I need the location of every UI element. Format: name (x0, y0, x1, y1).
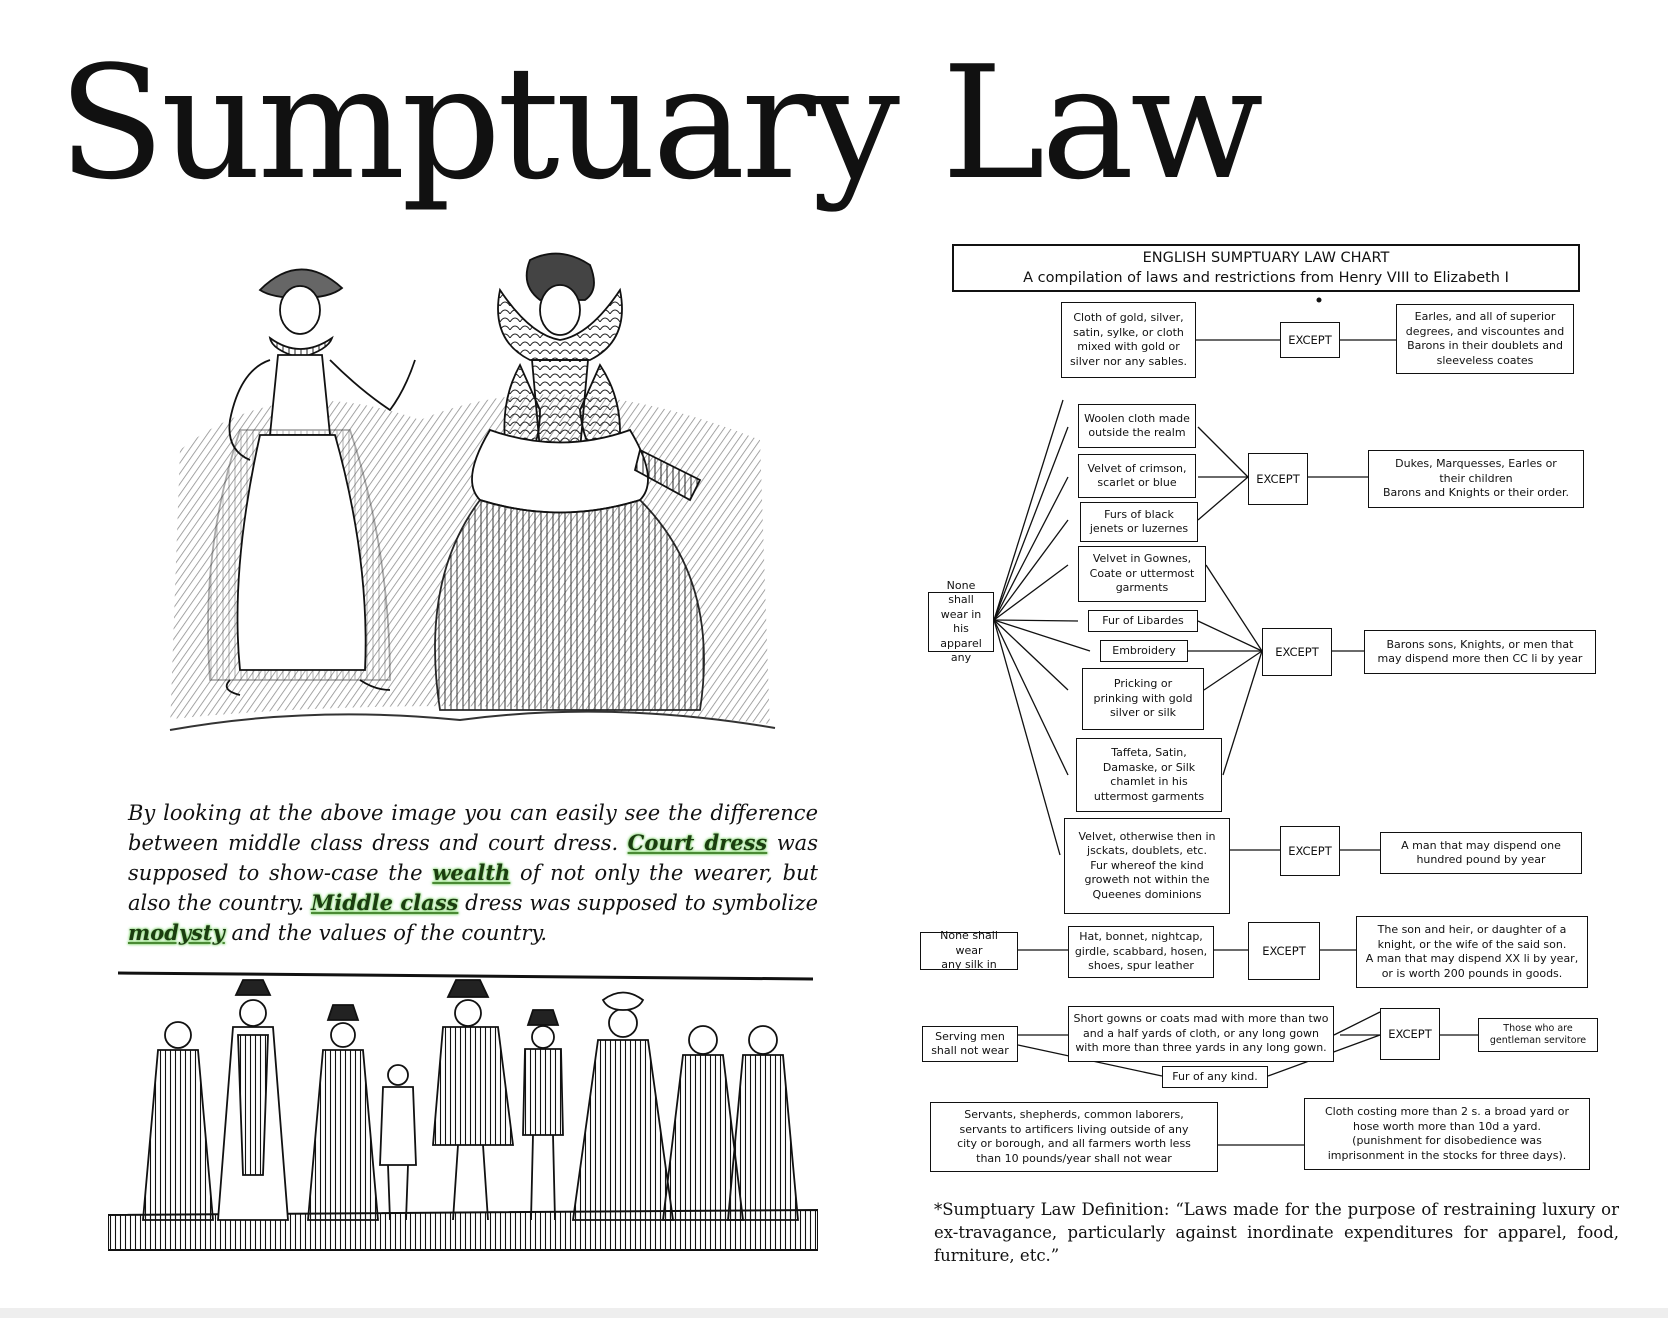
chart-header-subtitle: A compilation of laws and restrictions from Henry VIII to Elizabeth I (1023, 270, 1509, 286)
highlight-modesty: modysty (128, 920, 225, 945)
page-title: Sumptuary Law (58, 32, 1260, 214)
page-bottom-edge (0, 1308, 1668, 1318)
highlight-court-dress: Court dress (627, 830, 768, 855)
chart-box-g3-except: EXCEPT (1262, 628, 1332, 676)
chart-box-g3-item-2: Fur of Libardes (1088, 610, 1198, 632)
highlight-wealth: wealth (432, 860, 511, 885)
chart-box-g2-item-2: Velvet of crimson, scarlet or blue (1078, 454, 1196, 498)
chart-box-g5-item: Hat, bonnet, nightcap, girdle, scabbard, hosen, shoes, spur leather (1068, 926, 1214, 978)
chart-box-g6-item: Short gowns or coats mad with more than two and a half yards of cloth, or any long gown with more than three yards in any long gown. (1068, 1006, 1334, 1062)
chart-box-g3-item-4: Pricking or prinking with gold silver or silk (1082, 668, 1204, 730)
highlight-middle-class: Middle class (311, 890, 459, 915)
sumptuary-law-chart (918, 240, 1608, 1180)
caption-text-3: of not only the wearer, but also the country. (128, 861, 818, 915)
caption-text-4: dress was supposed to symbolize (465, 891, 818, 915)
chart-box-g5-except: EXCEPT (1248, 922, 1320, 980)
chart-box-g2-item-3: Furs of black jenets or luzernes (1080, 502, 1198, 542)
chart-box-g5-exempt: The son and heir, or daughter of a knight, or the wife of the said son. A man that may dispend XX li by year, or is worth 200 pounds in goods. (1356, 916, 1588, 988)
caption-text-2: was supposed to show-case the (128, 831, 818, 885)
caption-text-1: By looking at the above image you can easily see the difference between middle class dress and court dress. (128, 801, 818, 855)
chart-box-g1-except: EXCEPT (1280, 322, 1340, 358)
chart-box-g6-exempt: Those who are gentleman servitore (1478, 1018, 1598, 1052)
sumptuary-law-definition: *Sumptuary Law Definition: “Laws made for the purpose of restraining luxury or ex-travagance, particularly against inordinate expenditures for apparel, food, furniture, etc.” (934, 1200, 1619, 1265)
chart-box-g2-item-1: Woolen cloth made outside the realm (1078, 404, 1196, 448)
chart-box-g2-except: EXCEPT (1248, 453, 1308, 505)
chart-box-g5-root: None shall wear any silk in (920, 932, 1018, 970)
caption-text-5: and the values of the country. (231, 921, 548, 945)
chart-header (952, 244, 1580, 292)
chart-box-g7-root: Servants, shepherds, common laborers, servants to artificers living outside of any city or borough, and all farmers worth less than 10 pounds/year shall not wear (930, 1102, 1218, 1172)
chart-box-g6-root: Serving men shall not wear (922, 1026, 1018, 1062)
chart-box-g3-item-3: Embroidery (1100, 640, 1188, 662)
chart-box-g6-item-fur: Fur of any kind. (1162, 1066, 1268, 1088)
chart-header-title: ENGLISH SUMPTUARY LAW CHART (1142, 250, 1390, 266)
chart-box-g7-item: Cloth costing more than 2 s. a broad yard or hose worth more than 10d a yard. (punishment for disobedience was imprisonment in the stocks for three days). (1304, 1098, 1590, 1170)
illustration-procession (108, 965, 818, 1255)
chart-box-root-apparel: None shall wear in his apparel any (928, 592, 994, 652)
chart-box-g1-exempt: Earles, and all of superior degrees, and viscountes and Barons in their doublets and sleeveless coates (1396, 304, 1574, 374)
chart-box-g4-item: Velvet, otherwise then in jsckats, doublets, etc. Fur whereof the kind groweth not within the Queenes dominions (1064, 818, 1230, 914)
chart-box-g3-item-1: Velvet in Gownes, Coate or uttermost garments (1078, 546, 1206, 602)
chart-box-g3-exempt: Barons sons, Knights, or men that may dispend more then CC li by year (1364, 630, 1596, 674)
illustration-caption (128, 798, 818, 948)
chart-box-g3-item-5: Taffeta, Satin, Damaske, or Silk chamlet in his uttermost garments (1076, 738, 1222, 812)
chart-box-g6-except: EXCEPT (1380, 1008, 1440, 1060)
chart-box-g1-item: Cloth of gold, silver, satin, sylke, or cloth mixed with gold or silver nor any sables. (1061, 302, 1196, 378)
chart-box-g4-exempt: A man that may dispend one hundred pound by year (1380, 832, 1582, 874)
chart-box-g2-exempt: Dukes, Marquesses, Earles or their children Barons and Knights or their order. (1368, 450, 1584, 508)
chart-box-g4-except: EXCEPT (1280, 826, 1340, 876)
illustration-two-women (160, 250, 780, 760)
